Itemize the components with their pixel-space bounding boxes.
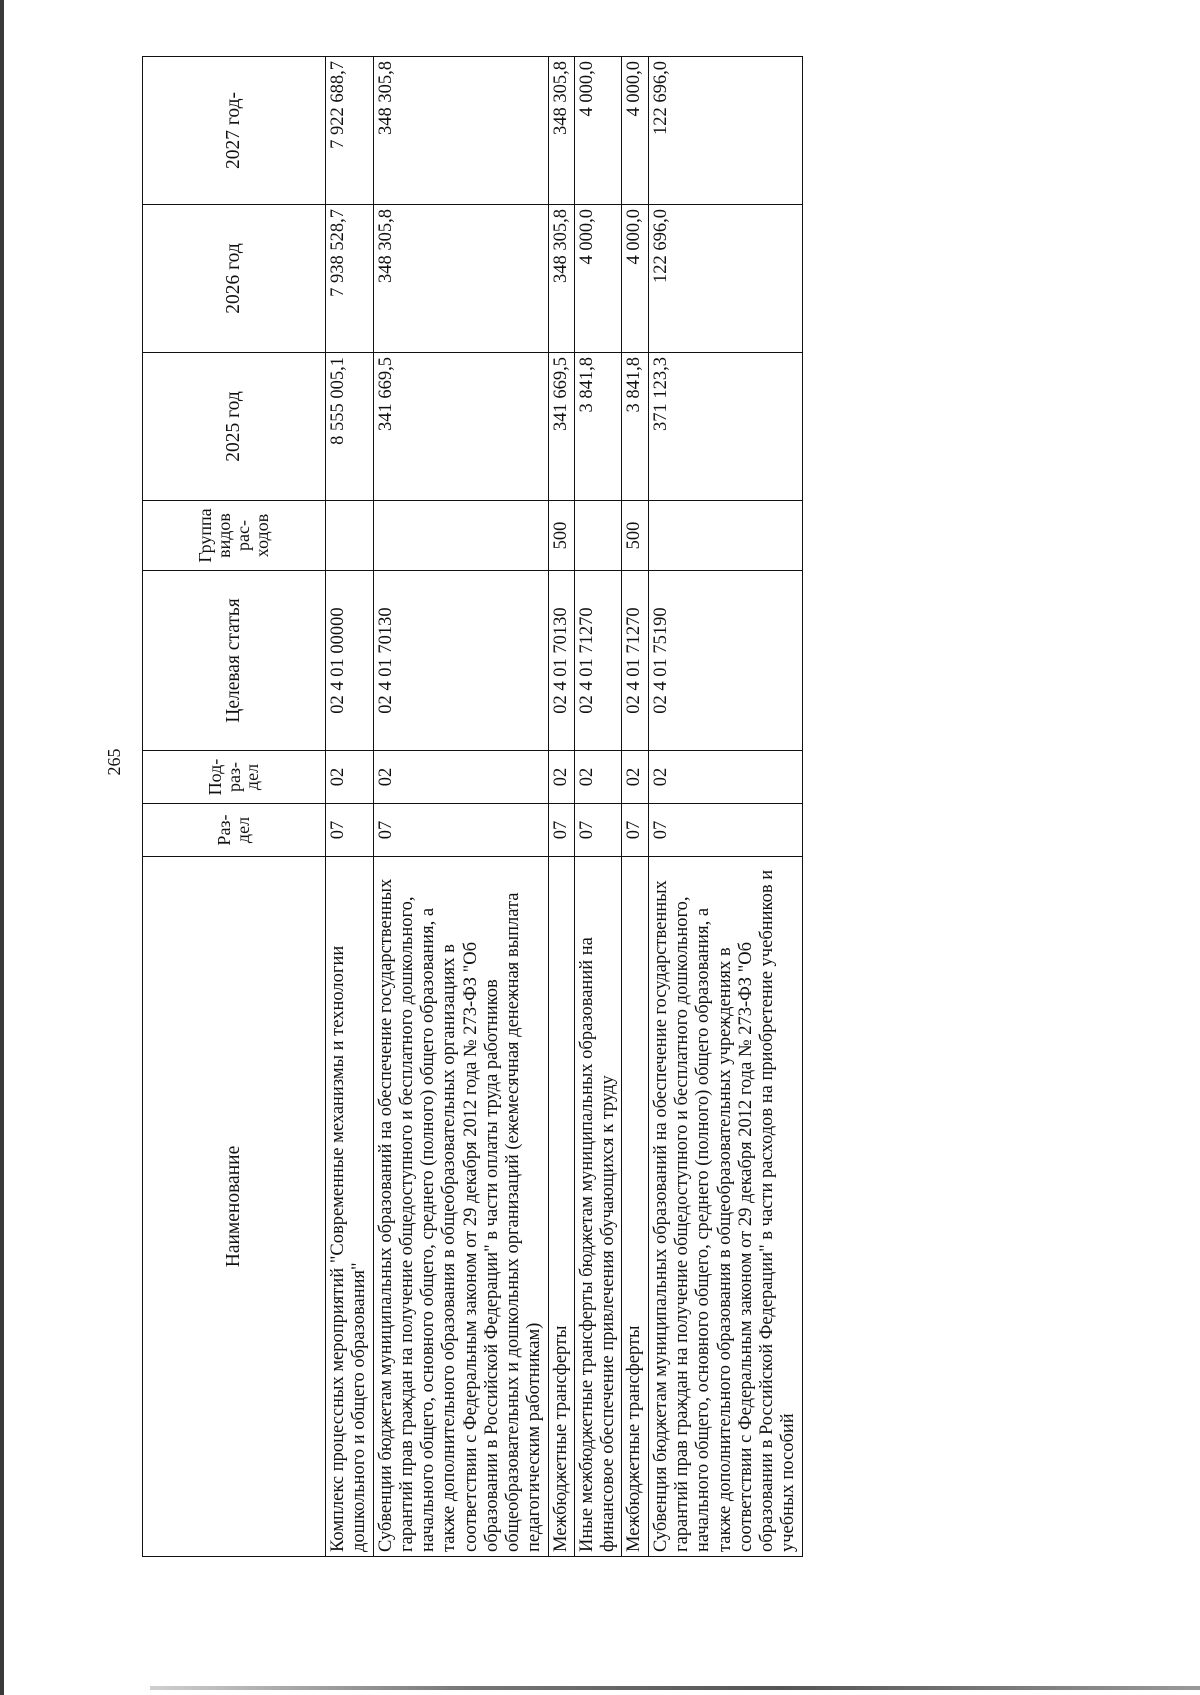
scan-edge-left (0, 0, 4, 1695)
cell-razdel: 07 (622, 804, 648, 857)
table-row (622, 57, 648, 1557)
cell-podrazdel: 02 (622, 751, 648, 804)
header-podrazdel: Под-раз-дел (143, 751, 326, 804)
table-row (648, 57, 802, 1557)
cell-razdel: 07 (648, 804, 802, 857)
header-celevaya: Целевая статья (143, 571, 326, 751)
rotated-page (104, 57, 1105, 1557)
page-number: 265 (104, 748, 124, 776)
cell-2027: 122 696,0 (648, 57, 802, 205)
cell-2025: 3 841,8 (622, 353, 648, 501)
header-2025: 2025 год (143, 353, 326, 501)
cell-podrazdel: 02 (648, 751, 802, 804)
cell-name: Субвенция бюджетам муниципальных образований на обеспечение государственных гарантий прав граждан на получение общедоступного и бесплатного дошкольного, начального общего, основного общего, среднего (полного) общего образования, а также дополнительного образования в общеобразовательных учреждениях в соответствии с Федеральным законом от 29 декабря 2012 года № 273-ФЗ "Об образовании в Российской Федерации" в части расходов на приобретение учебников и учебных пособий (648, 857, 802, 1557)
cell-name: Иные межбюджетные трансферты бюджетам муниципальных образований на финансовое обеспечение привлечения обучающихся к труду (574, 857, 622, 1557)
header-gruppa: Группа видов рас-ходов (143, 501, 326, 571)
cell-2025: 8 555 005,1 (326, 353, 374, 501)
table-header-row (143, 57, 326, 1557)
scan-edge-bottom (150, 1686, 1200, 1690)
table-row (326, 57, 374, 1557)
cell-gruppa (326, 501, 374, 571)
cell-2027: 348 305,8 (373, 57, 548, 205)
cell-gruppa (648, 501, 802, 571)
cell-2027: 7 922 688,7 (326, 57, 374, 205)
cell-celevaya: 02 4 01 70130 (548, 571, 574, 751)
cell-2026: 122 696,0 (648, 205, 802, 353)
cell-podrazdel: 02 (548, 751, 574, 804)
header-name: Наименование (143, 857, 326, 1557)
cell-name: Комплекс процессных мероприятий "Современные механизмы и технологии дошкольного и общего образования" (326, 857, 374, 1557)
cell-celevaya: 02 4 01 75190 (648, 571, 802, 751)
table-row (574, 57, 622, 1557)
cell-celevaya: 02 4 01 71270 (574, 571, 622, 751)
cell-gruppa: 500 (622, 501, 648, 571)
header-2027: 2027 год- (143, 57, 326, 205)
cell-name: Межбюджетные трансферты (622, 857, 648, 1557)
cell-2026: 348 305,8 (548, 205, 574, 353)
header-razdel: Раз-дел (143, 804, 326, 857)
cell-celevaya: 02 4 01 71270 (622, 571, 648, 751)
cell-podrazdel: 02 (373, 751, 548, 804)
cell-2025: 341 669,5 (373, 353, 548, 501)
cell-gruppa: 500 (548, 501, 574, 571)
cell-podrazdel: 02 (574, 751, 622, 804)
cell-celevaya: 02 4 01 70130 (373, 571, 548, 751)
cell-name: Межбюджетные трансферты (548, 857, 574, 1557)
cell-2025: 371 123,3 (648, 353, 802, 501)
cell-2027: 4 000,0 (574, 57, 622, 205)
cell-2025: 341 669,5 (548, 353, 574, 501)
cell-podrazdel: 02 (326, 751, 374, 804)
cell-gruppa (373, 501, 548, 571)
cell-razdel: 07 (326, 804, 374, 857)
cell-2026: 348 305,8 (373, 205, 548, 353)
cell-2026: 4 000,0 (574, 205, 622, 353)
cell-razdel: 07 (548, 804, 574, 857)
cell-name: Субвенции бюджетам муниципальных образований на обеспечение государственных гарантий прав граждан на получение общедоступного и бесплатного дошкольного, начального общего, основного общего, среднего (полного) общего образования, а также дополнительного образования в общеобразовательных организациях в соответствии с Федеральным законом от 29 декабря 2012 года № 273-ФЗ "Об образовании в Российской Федерации" в части оплаты труда работников общеобразовательных и дошкольных организаций (ежемесячная денежная выплата педагогическим работникам) (373, 857, 548, 1557)
cell-2025: 3 841,8 (574, 353, 622, 501)
cell-2027: 348 305,8 (548, 57, 574, 205)
header-2026: 2026 год (143, 205, 326, 353)
cell-2027: 4 000,0 (622, 57, 648, 205)
cell-gruppa (574, 501, 622, 571)
budget-table (142, 56, 803, 1557)
cell-celevaya: 02 4 01 00000 (326, 571, 374, 751)
cell-2026: 7 938 528,7 (326, 205, 374, 353)
cell-razdel: 07 (574, 804, 622, 857)
table-row (373, 57, 548, 1557)
table-row (548, 57, 574, 1557)
cell-razdel: 07 (373, 804, 548, 857)
cell-2026: 4 000,0 (622, 205, 648, 353)
